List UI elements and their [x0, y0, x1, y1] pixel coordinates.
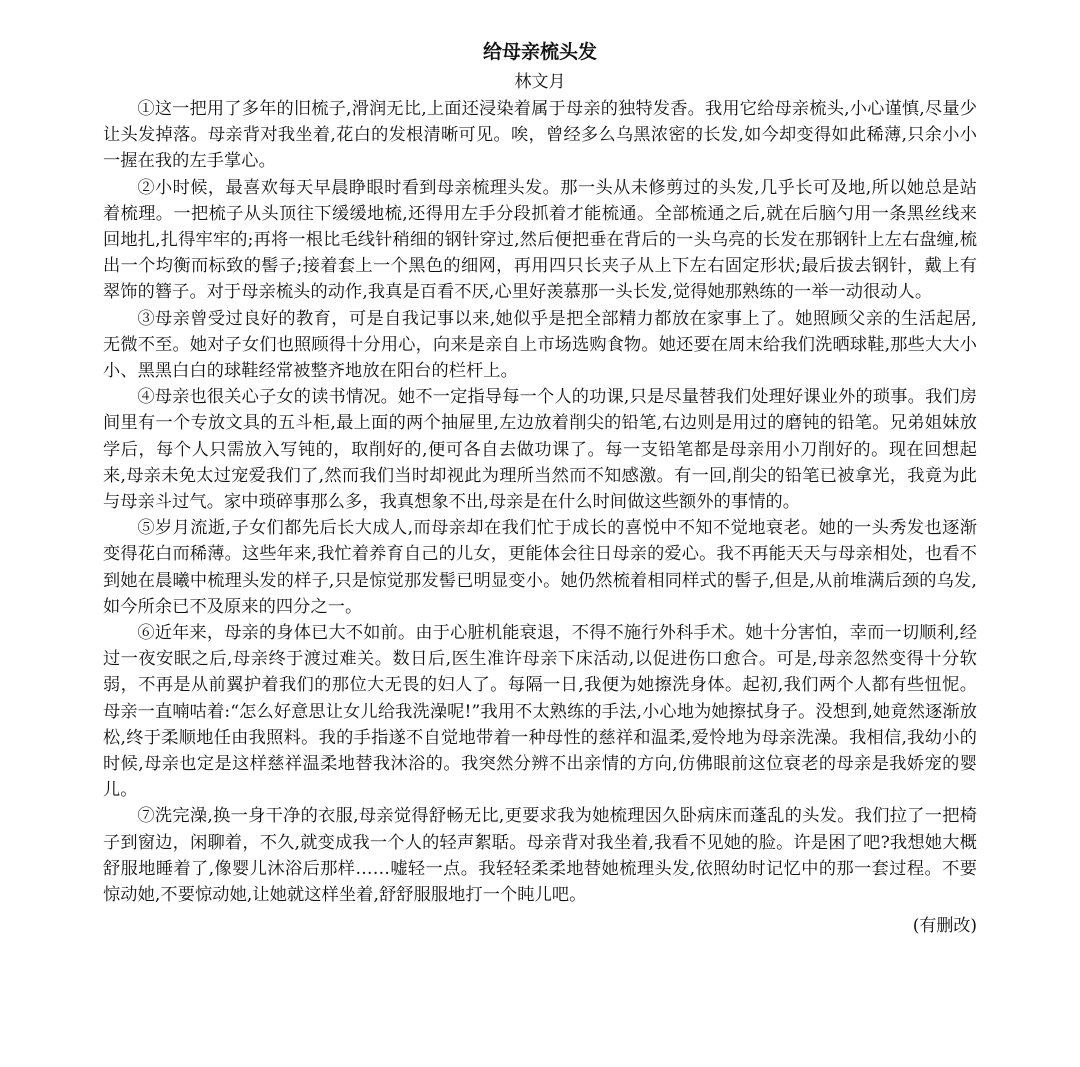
article-author: 林文月	[514, 72, 566, 92]
paragraph-6: ⑥近年来，母亲的身体已大不如前。由于心脏机能衰退，不得不施行外科手术。她十分害怕，幸而一切顺利,经过一夜安眠之后,母亲终于渡过难关。数日后,医生准许母亲下床活动,以促进伤口愈合。可是,母亲忽然变得十分软弱，不再是从前翼护着我们的那位大无畏的妇人了。每隔一日,我便为她擦洗身体。起初,我们两个人都有些忸怩。母亲一直喃咕着:“怎么好意思让女儿给我洗澡呢!”我用不太熟练的手法,小心地为她擦拭身子。没想到,她竟然逐渐放松,终于柔顺地任由我照料。我的手指遂不自觉地带着一种母性的慈祥和温柔,爱怜地为母亲洗澡。我相信,我幼小的时候,母亲也定是这样慈祥温柔地替我沐浴的。我突然分辨不出亲情的方向,仿佛眼前这位衰老的母亲是我娇宠的婴儿。	[103, 623, 977, 801]
article-body	[103, 96, 977, 908]
paragraph-3: ③母亲曾受过良好的教育，可是自我记事以来,她似乎是把全部精力都放在家事上了。她照顾父亲的生活起居,无微不至。她对子女们也照顾得十分用心，向来是亲自上市场选购食物。她还要在周末给我们洗晒球鞋,那些大大小小、黑黑白白的球鞋经常被整齐地放在阳台的栏杆上。	[103, 308, 977, 382]
paragraph-5: ⑤岁月流逝,子女们都先后长大成人,而母亲却在我们忙于成长的喜悦中不知不觉地衰老。她的一头秀发也逐渐变得花白而稀薄。这些年来,我忙着养育自己的儿女，更能体会往日母亲的爱心。我不再能天天与母亲相处，也看不到她在晨曦中梳理头发的样子,只是惊觉那发髻已明显变小。她仍然梳着相同样式的髻子,但是,从前堆满后颈的乌发,如今所余已不及原来的四分之一。	[103, 518, 977, 617]
paragraph-1: ①这一把用了多年的旧梳子,滑润无比,上面还浸染着属于母亲的独特发香。我用它给母亲梳头,小心谨慎,尽量少让头发掉落。母亲背对我坐着,花白的发根清晰可见。唉，曾经多么乌黑浓密的长发,如今却变得如此稀薄,只余小小一握在我的左手掌心。	[103, 99, 977, 172]
paragraph-4: ④母亲也很关心子女的读书情况。她不一定指导每一个人的功课,只是尽量替我们处理好课业外的琐事。我们房间里有一个专放文具的五斗柜,最上面的两个抽屉里,左边放着削尖的铅笔,右边则是用过的磨钝的铅笔。兄弟姐妹放学后，每个人只需放入写钝的，取削好的,便可各自去做功课了。每一支铅笔都是母亲用小刀削好的。现在回想起来,母亲未免太过宠爱我们了,然而我们当时却视此为理所当然而不知感激。有一回,削尖的铅笔已被拿光，我竟为此与母亲斗过气。家中琐碎事那么多，我真想象不出,母亲是在什么时间做这些额外的事情的。	[103, 387, 977, 513]
article-title: 给母亲梳头发	[482, 41, 597, 63]
paragraph-7: ⑦洗完澡,换一身干净的衣服,母亲觉得舒畅无比,更要求我为她梳理因久卧病床而蓬乱的头发。我们拉了一把椅子到窗边，闲聊着，不久,就变成我一个人的轻声絮聒。母亲背对我坐着,我看不见她的脸。许是困了吧?我想她大概舒服地睡着了,像婴儿沐浴后那样……嘘轻一点。我轻轻柔柔地替她梳理头发,依照幼时记忆中的那一套过程。不要惊动她,不要惊动她,让她就这样坐着,舒舒服服地打一个盹儿吧。	[103, 806, 977, 906]
paragraph-2: ②小时候，最喜欢每天早晨睁眼时看到母亲梳理头发。那一头从未修剪过的头发,几乎长可及地,所以她总是站着梳理。一把梳子从头顶往下缓缓地梳,还得用左手分段抓着才能梳通。全部梳通之后,就在后脑勺用一条黑丝线来回地扎,扎得牢牢的;再将一根比毛线针稍细的钢针穿过,然后便把垂在背后的一头乌亮的长发在那钢针上左右盘缠,梳出一个均衡而标致的髻子;接着套上一个黑色的细网，再用四只长夹子从上下左右固定形状;最后拔去钢针，戴上有翠饰的簪子。对于母亲梳头的动作,我真是百看不厌,心里好羡慕那一头长发,觉得她那熟练的一举一动很动人。	[103, 177, 977, 303]
edit-note: (有删改)	[912, 916, 977, 937]
